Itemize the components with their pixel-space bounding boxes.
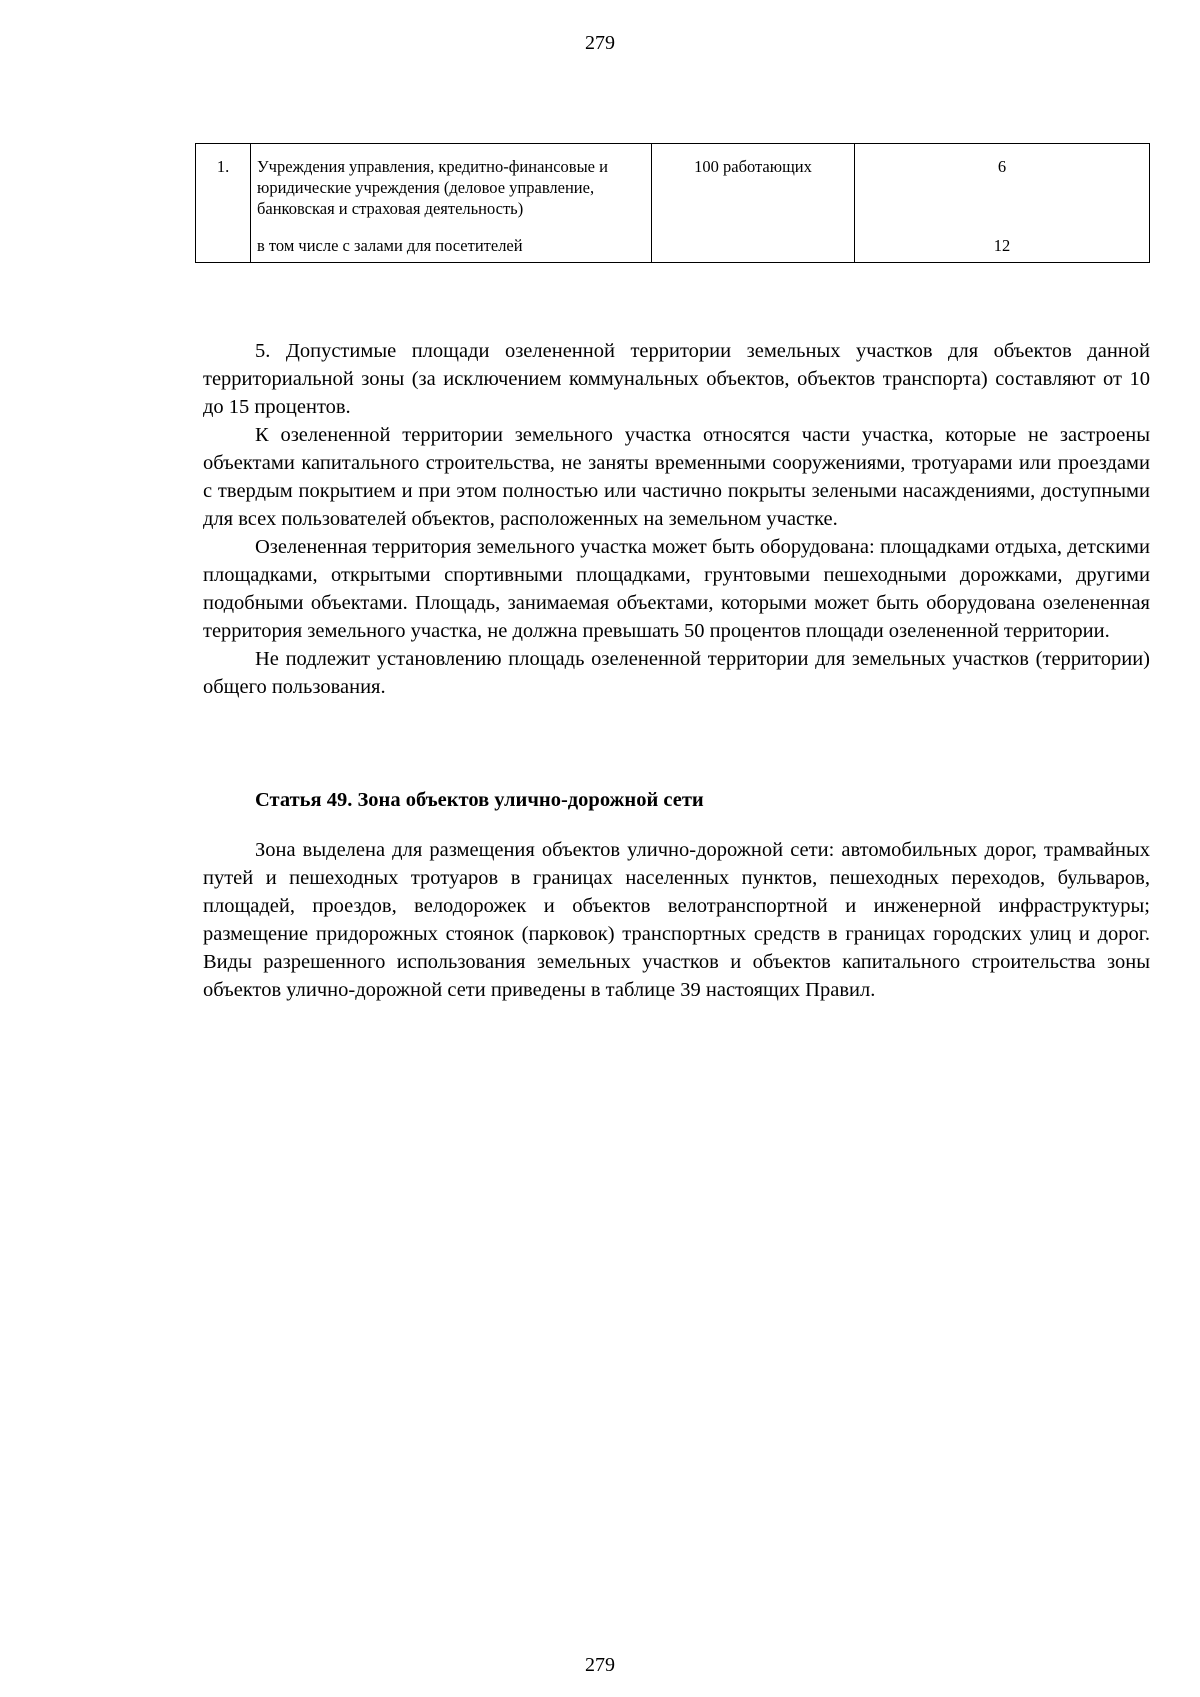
paragraph: Не подлежит установлению площадь озелененной территории для земельных участков (территории) общего пользования.: [203, 648, 1150, 698]
body-text-block: [203, 337, 1150, 701]
paragraph: Зона выделена для размещения объектов улично-дорожной сети: автомобильных дорог, трамвайных путей и пешеходных тротуаров в границах населенных пунктов, пешеходных переходов, бульваров, площадей, проездов, велодорожек и объектов велотранспортной и инженерной инфраструктуры; размещение придорожных стоянок (парковок) транспортных средств в границах городских улиц и дорог. Виды разрешенного использования земельных участков и объектов капитального строительства зоны объектов улично-дорожной сети приведены в таблице 39 настоящих Правил.: [203, 839, 1150, 1001]
paragraph: Озелененная территория земельного участка может быть оборудована: площадками отдыха, детскими площадками, открытыми спортивными площадками, грунтовыми пешеходными дорожками, другими подобными объектами. Площадь, занимаемая объектами, которыми может быть оборудована озелененная территория земельного участка, не должна превышать 50 процентов площади озелененной территории.: [203, 536, 1150, 642]
table-cell-value: 12: [855, 229, 1150, 263]
table-row: [196, 229, 1150, 263]
paragraph: К озелененной территории земельного участка относятся части участка, которые не застроены объектами капитального строительства, не заняты временными сооружениями, тротуарами или проездами с твердым покрытием и при этом полностью или частично покрыты зелеными насаждениями, доступными для всех пользователей объектов, расположенных на земельном участке.: [203, 424, 1150, 530]
table-cell-number: 1.: [196, 144, 251, 230]
table-cell-name: в том числе с залами для посетителей: [251, 229, 652, 263]
paragraph: 5. Допустимые площади озелененной территории земельных участков для объектов данной территориальной зоны (за исключением коммунальных объектов, объектов транспорта) составляют от 10 до 15 процентов.: [203, 340, 1150, 418]
norms-table: [195, 143, 1150, 263]
page-number-top: 279: [585, 32, 615, 54]
table-row: [196, 144, 1150, 230]
table-cell-unit: 100 работающих: [652, 144, 855, 230]
article-heading: Статья 49. Зона объектов улично-дорожной сети: [255, 789, 704, 811]
table-cell-unit: [652, 229, 855, 263]
table-cell-value: 6: [855, 144, 1150, 230]
table-cell-name: Учреждения управления, кредитно-финансовые и юридические учреждения (деловое управление, банковская и страховая деятельность): [251, 144, 652, 230]
page-number-bottom: 279: [585, 1654, 615, 1676]
table-cell-number: [196, 229, 251, 263]
article-text-block: [203, 836, 1150, 1004]
